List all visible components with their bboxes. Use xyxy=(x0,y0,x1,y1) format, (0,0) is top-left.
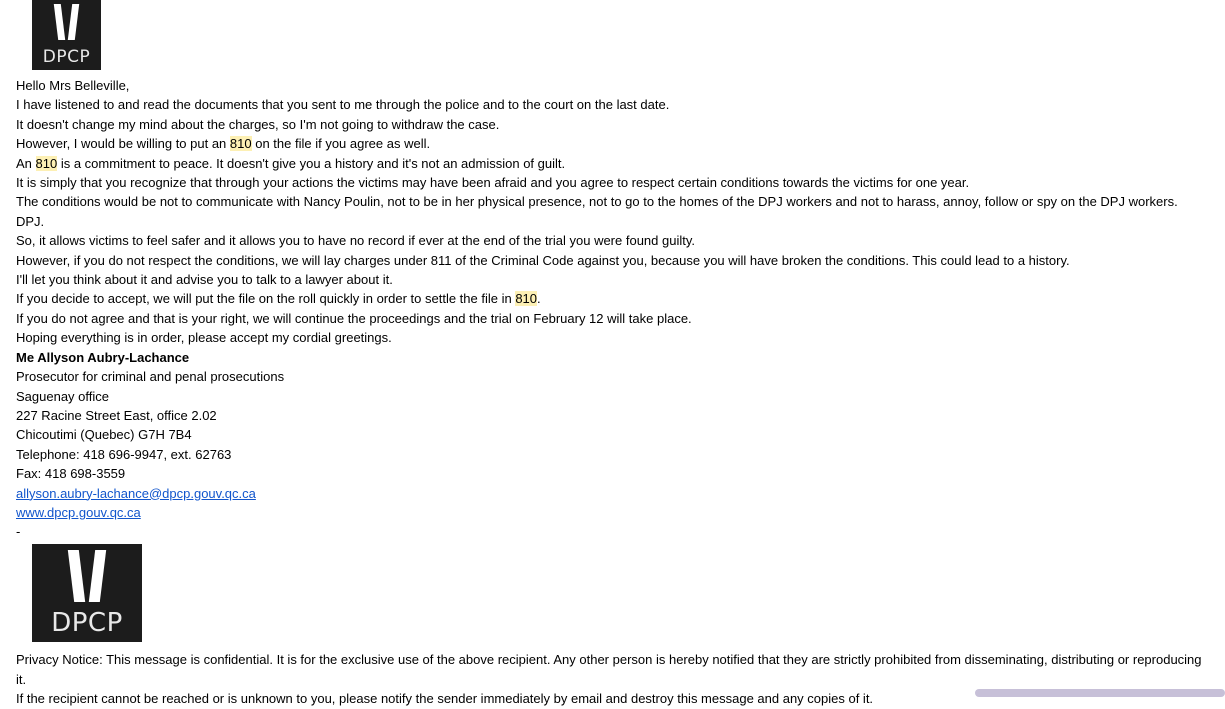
logo-bars-icon xyxy=(32,4,101,40)
privacy-line-2: If the recipient cannot be reached or is unknown to you, please notify the sender immediately by email and destroy this message and any copies of it. xyxy=(16,691,874,707)
signature-telephone: Telephone: 418 696-9947, ext. 62763 xyxy=(16,446,232,462)
signature-website-line xyxy=(16,503,1209,522)
signature-city: Chicoutimi (Quebec) G7H 7B4 xyxy=(16,427,192,443)
highlight-810: 810 xyxy=(35,155,58,171)
horizontal-scrollbar[interactable] xyxy=(975,689,1225,697)
highlight-810: 810 xyxy=(515,291,538,307)
privacy-line-1: Privacy Notice: This message is confidential. It is for the exclusive use of the above recipient. Any other person is hereby notified that they are strictly prohibited from disseminating, distributing or reproducing it. xyxy=(16,652,1202,687)
message-line: Hello Mrs Belleville, xyxy=(16,78,130,93)
message-line-post: . xyxy=(537,291,541,307)
message-line xyxy=(16,289,1209,308)
message-line: However, if you do not respect the conditions, we will lay charges under 811 of the Criminal Code against you, because you will have broken the conditions. This could lead to a history. xyxy=(16,252,1070,268)
message-line: I'll let you think about it and advise you to talk to a lawyer about it. xyxy=(16,272,393,288)
message-line xyxy=(16,134,1209,153)
signature-name: Me Allyson Aubry-Lachance xyxy=(16,349,190,365)
signature-address: 227 Racine Street East, office 2.02 xyxy=(16,407,217,423)
message-line: It doesn't change my mind about the charges, so I'm not going to withdraw the case. xyxy=(16,116,500,132)
logo-wordmark: DPCP xyxy=(42,47,91,67)
signature-email-link[interactable]: allyson.aubry-lachance@dpcp.gouv.qc.ca xyxy=(16,485,256,501)
message-line-pre: However, I would be willing to put an xyxy=(16,136,230,152)
signature-office: Saguenay office xyxy=(16,388,109,404)
signature-email-line xyxy=(16,484,1209,503)
message-line: If you do not agree and that is your right, we will continue the proceedings and the trial on February 12 will take place. xyxy=(16,310,692,326)
highlight-810: 810 xyxy=(229,136,252,152)
logo-bar-right xyxy=(68,4,79,40)
dpcp-logo-bottom xyxy=(32,544,142,642)
message-line-pre: An xyxy=(16,155,36,171)
message-line: So, it allows victims to feel safer and it allows you to have no record if ever at the end of the trial you were found guilty. xyxy=(16,233,695,249)
logo-bar-left xyxy=(68,550,85,602)
logo-wordmark: DPCP xyxy=(51,608,123,639)
signature-website-link[interactable]: www.dpcp.gouv.qc.ca xyxy=(16,504,141,520)
message-line: It is simply that you recognize that through your actions the victims may have been afraid and you agree to respect certain conditions towards the victims for one year. xyxy=(16,175,970,191)
privacy-notice xyxy=(16,650,1209,708)
message-line: I have listened to and read the documents that you sent to me through the police and to the court on the last date. xyxy=(16,97,670,113)
dpcp-logo-top xyxy=(32,0,101,70)
logo-bars-icon xyxy=(32,550,142,601)
message-line-pre: If you decide to accept, we will put the file on the roll quickly in order to settle the file in xyxy=(16,291,516,307)
message-line: The conditions would be not to communicate with Nancy Poulin, not to be in her physical presence, not to go to the homes of the DPJ workers and not to harass, annoy, follow or spy on the DPJ workers. DPJ. xyxy=(16,194,1178,229)
message-line xyxy=(16,154,1209,173)
message-text xyxy=(16,76,1209,522)
message-line-post: is a commitment to peace. It doesn't give you a history and it's not an admission of guilt. xyxy=(57,155,566,171)
logo-bar-right xyxy=(89,550,106,602)
message-line: Hoping everything is in order, please accept my cordial greetings. xyxy=(16,330,392,346)
message-line-post: on the file if you agree as well. xyxy=(251,136,431,152)
signature-separator: - xyxy=(16,524,21,540)
logo-bar-left xyxy=(54,4,65,40)
signature-title: Prosecutor for criminal and penal prosecutions xyxy=(16,369,285,385)
signature-fax: Fax: 418 698-3559 xyxy=(16,466,126,482)
